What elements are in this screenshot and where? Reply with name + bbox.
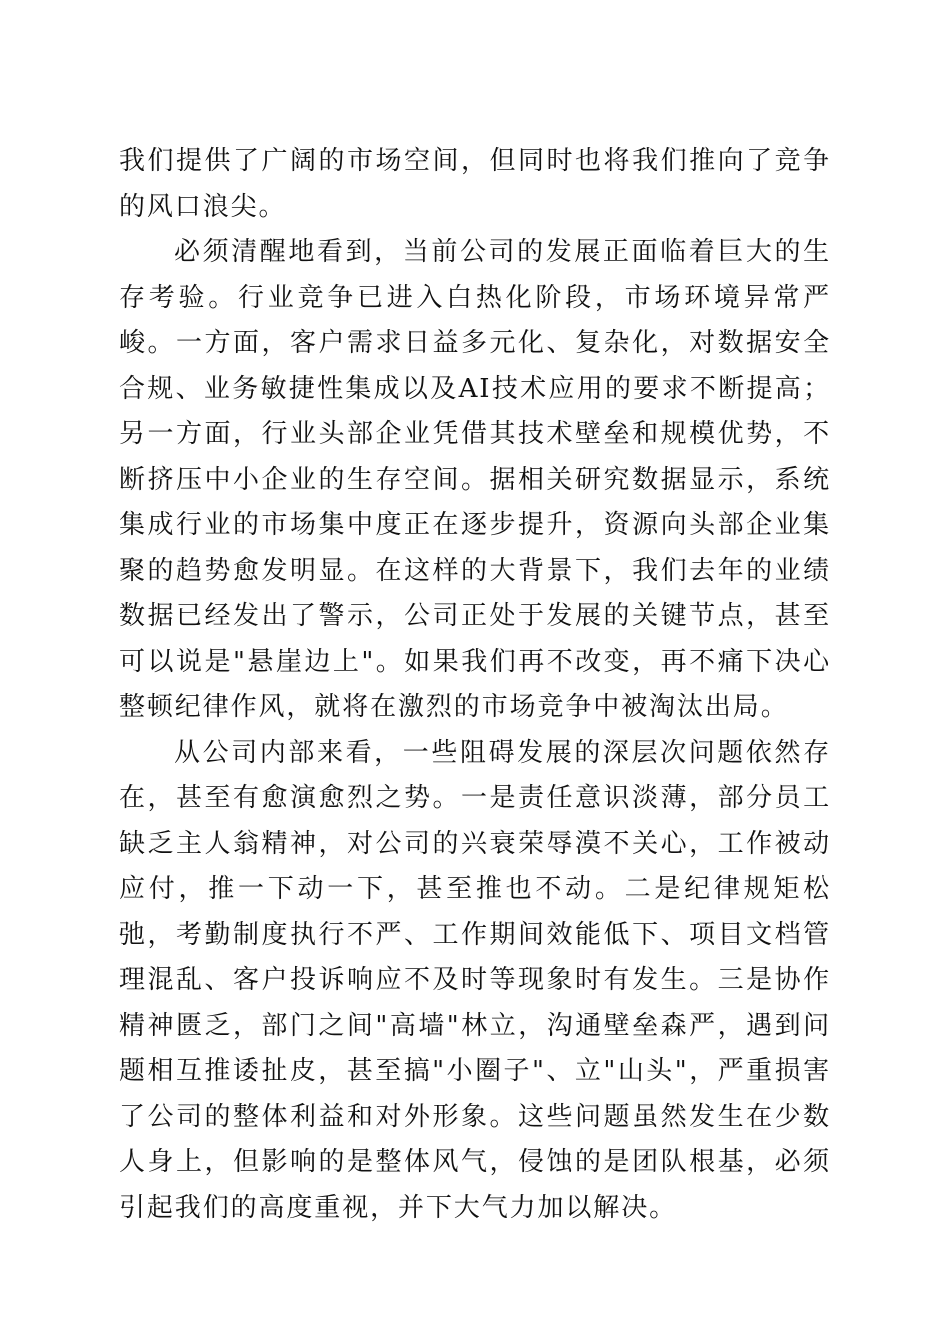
paragraph-internal-issues: 从公司内部来看，一些阻碍发展的深层次问题依然存在，甚至有愈演愈烈之势。一是责任意识淡薄，部分员工缺乏主人翁精神，对公司的兴衰荣辱漠不关心，工作被动应付，推一下动一下，甚至推也不动。二是纪律规矩松弛，考勤制度执行不严、工作期间效能低下、项目文档管理混乱、客户投诉响应不及时等现象时有发生。三是协作精神匮乏，部门之间"高墙"林立，沟通壁垒森严，遇到问题相互推诿扯皮，甚至搞"小圈子"、立"山头"，严重损害了公司的整体利益和对外形象。这些问题虽然发生在少数人身上，但影响的是整体风气，侵蚀的是团队根基，必须引起我们的高度重视，并下大气力加以解决。 xyxy=(119,737,831,1223)
paragraph-continuation: 我们提供了广阔的市场空间，但同时也将我们推向了竞争的风口浪尖。 xyxy=(119,146,831,222)
document-body xyxy=(119,139,831,1231)
paragraph-survival-test: 必须清醒地看到，当前公司的发展正面临着巨大的生存考验。行业竞争已进入白热化阶段，市场环境异常严峻。一方面，客户需求日益多元化、复杂化，对数据安全合规、业务敏捷性集成以及AI技术应用的要求不断提高；另一方面，行业头部企业凭借其技术壁垒和规模优势，不断挤压中小企业的生存空间。据相关研究数据显示，系统集成行业的市场集中度正在逐步提升，资源向头部企业集聚的趋势愈发明显。在这样的大背景下，我们去年的业绩数据已经发出了警示，公司正处于发展的关键节点，甚至可以说是"悬崖边上"。如果我们再不改变，再不痛下决心整顿纪律作风，就将在激烈的市场竞争中被淘汰出局。 xyxy=(119,237,831,722)
